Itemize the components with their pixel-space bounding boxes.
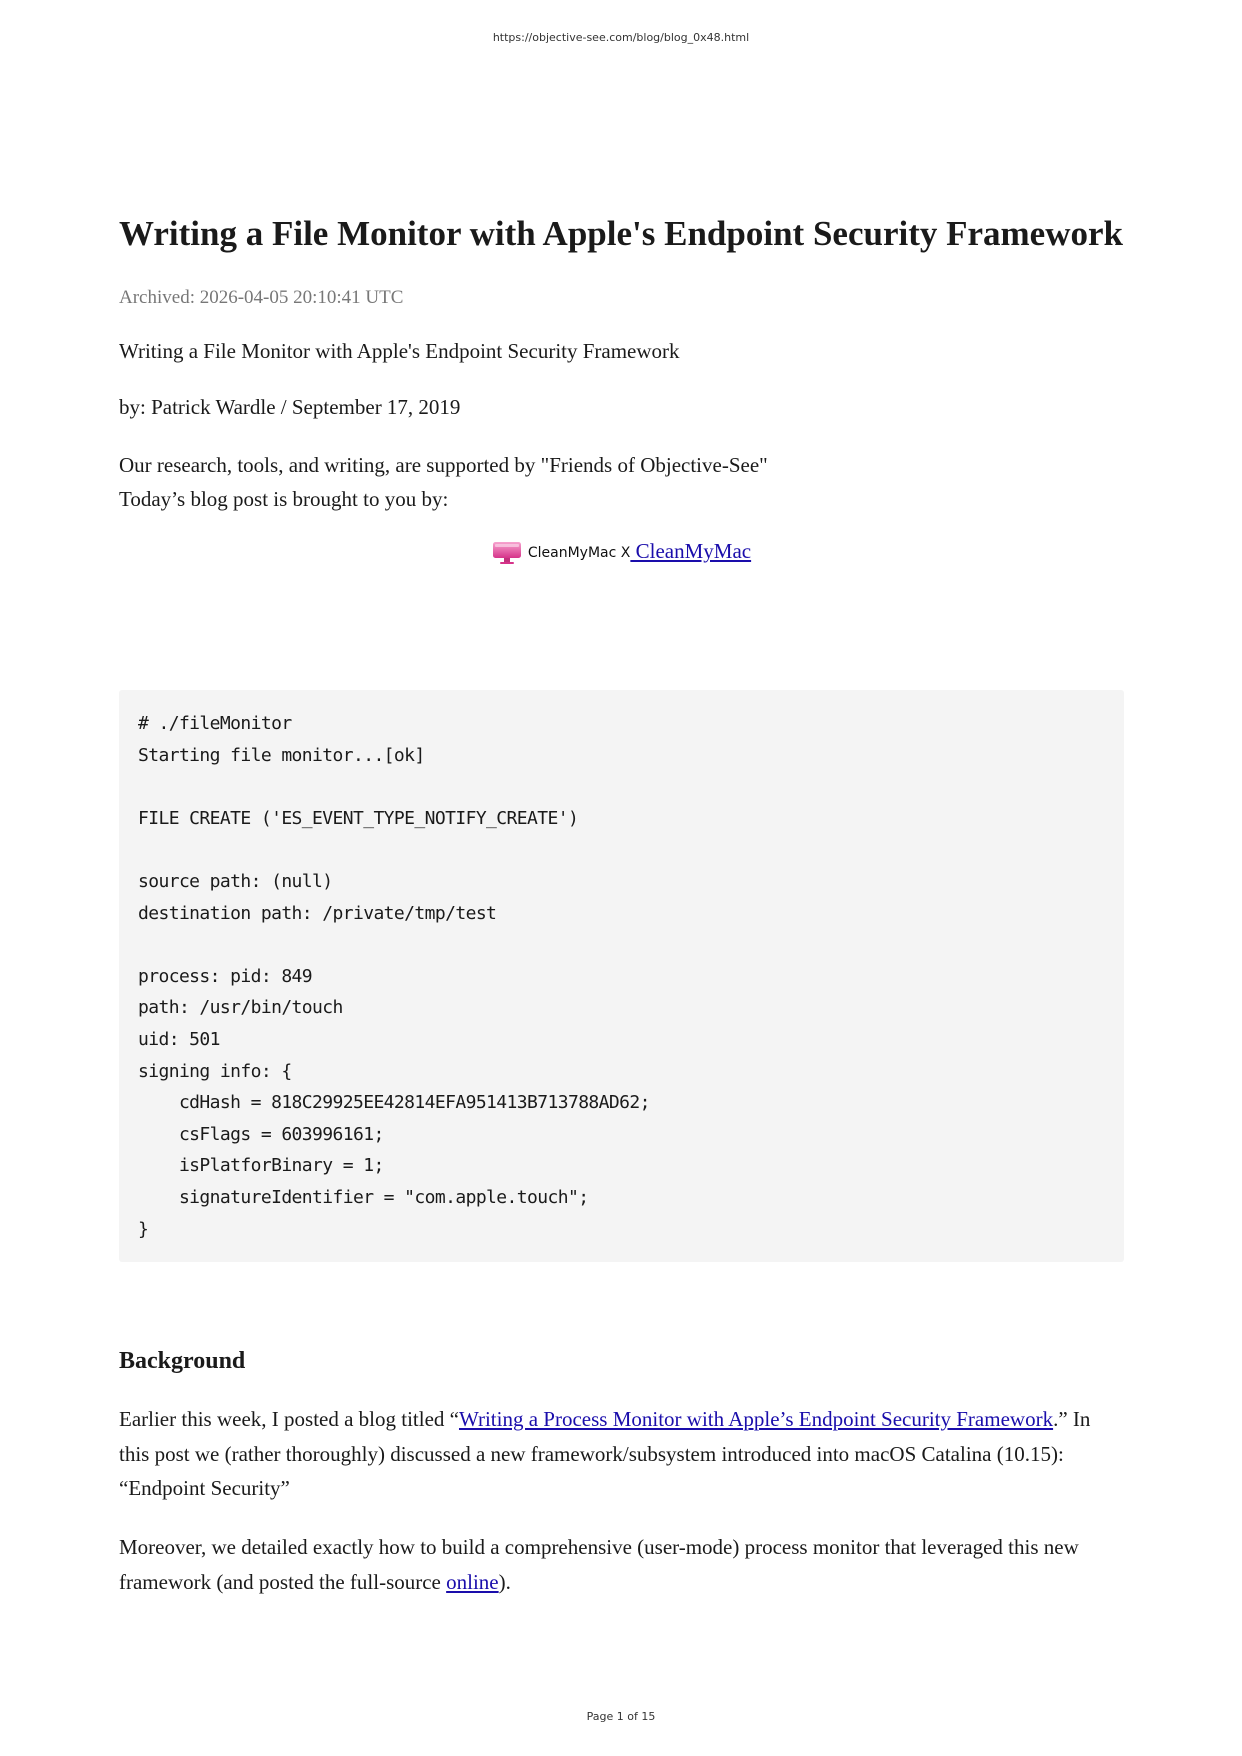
- section-heading-background: Background: [119, 1348, 246, 1374]
- code-line: path: /usr/bin/touch: [138, 997, 343, 1019]
- support-line-2: Today’s blog post is brought to you by:: [119, 487, 449, 511]
- paragraph-earlier-prefix: Earlier this week, I posted a blog titled “: [119, 1407, 459, 1431]
- paragraph-moreover-prefix: Moreover, we detailed exactly how to build a comprehensive (user-mode) process monitor that leveraged this new framework (and posted the full-source: [119, 1535, 1079, 1594]
- code-line: [138, 834, 1124, 866]
- support-line-1: Our research, tools, and writing, are supported by "Friends of Objective-See": [119, 453, 768, 477]
- paragraph-earlier-suffix: .” In this post we (rather thoroughly) discussed a new framework/subsystem introduced into macOS Catalina (10.15): “Endpoint Security”: [119, 1407, 1091, 1500]
- process-monitor-post-link[interactable]: Writing a Process Monitor with Apple’s Endpoint Security Framework: [458, 1407, 1054, 1431]
- page-url: https://objective-see.com/blog/blog_0x48.html: [492, 31, 750, 44]
- paragraph-moreover: [119, 1530, 1124, 1599]
- code-line: source path: (null): [138, 870, 333, 892]
- code-line: # ./fileMonitor: [138, 713, 292, 734]
- sponsor-logo[interactable]: [492, 539, 631, 567]
- code-line: csFlags = 603996161;: [138, 1123, 384, 1145]
- code-line: FILE CREATE ('ES_EVENT_TYPE_NOTIFY_CREATE'): [138, 807, 579, 829]
- online-source-link[interactable]: online: [446, 1569, 499, 1594]
- article-subtitle: Writing a File Monitor with Apple's Endpoint Security Framework: [119, 339, 680, 363]
- code-line: }: [138, 1218, 149, 1240]
- sponsor-block: [119, 537, 1124, 567]
- sponsor-logo-text: CleanMyMac X: [527, 545, 631, 562]
- cleanmymac-monitor-icon: [492, 541, 522, 565]
- code-line: [138, 929, 1124, 961]
- paragraph-earlier: [119, 1402, 1124, 1506]
- code-line: isPlatforBinary = 1;: [138, 1155, 384, 1177]
- page-title: Writing a File Monitor with Apple's Endpoint Security Framework: [119, 214, 1123, 253]
- paragraph-moreover-suffix: ).: [498, 1569, 511, 1594]
- archived-timestamp: Archived: 2026-04-05 20:10:41 UTC: [119, 287, 404, 308]
- code-line: uid: 501: [138, 1028, 220, 1050]
- byline: by: Patrick Wardle / September 17, 2019: [119, 395, 461, 419]
- code-block: [119, 690, 1124, 1262]
- code-line: signing info: {: [138, 1060, 292, 1082]
- code-line: [138, 771, 1124, 803]
- code-line: Starting file monitor...[ok]: [138, 744, 425, 766]
- sponsor-link[interactable]: CleanMyMac: [630, 539, 752, 563]
- code-line: cdHash = 818C29925EE42814EFA951413B713788AD62;: [138, 1092, 650, 1114]
- code-line: signatureIdentifier = "com.apple.touch";: [138, 1186, 589, 1208]
- code-line: destination path: /private/tmp/test: [138, 902, 497, 924]
- support-paragraph: [119, 448, 768, 516]
- code-line: process: pid: 849: [138, 965, 313, 987]
- page-number: Page 1 of 15: [586, 1710, 656, 1723]
